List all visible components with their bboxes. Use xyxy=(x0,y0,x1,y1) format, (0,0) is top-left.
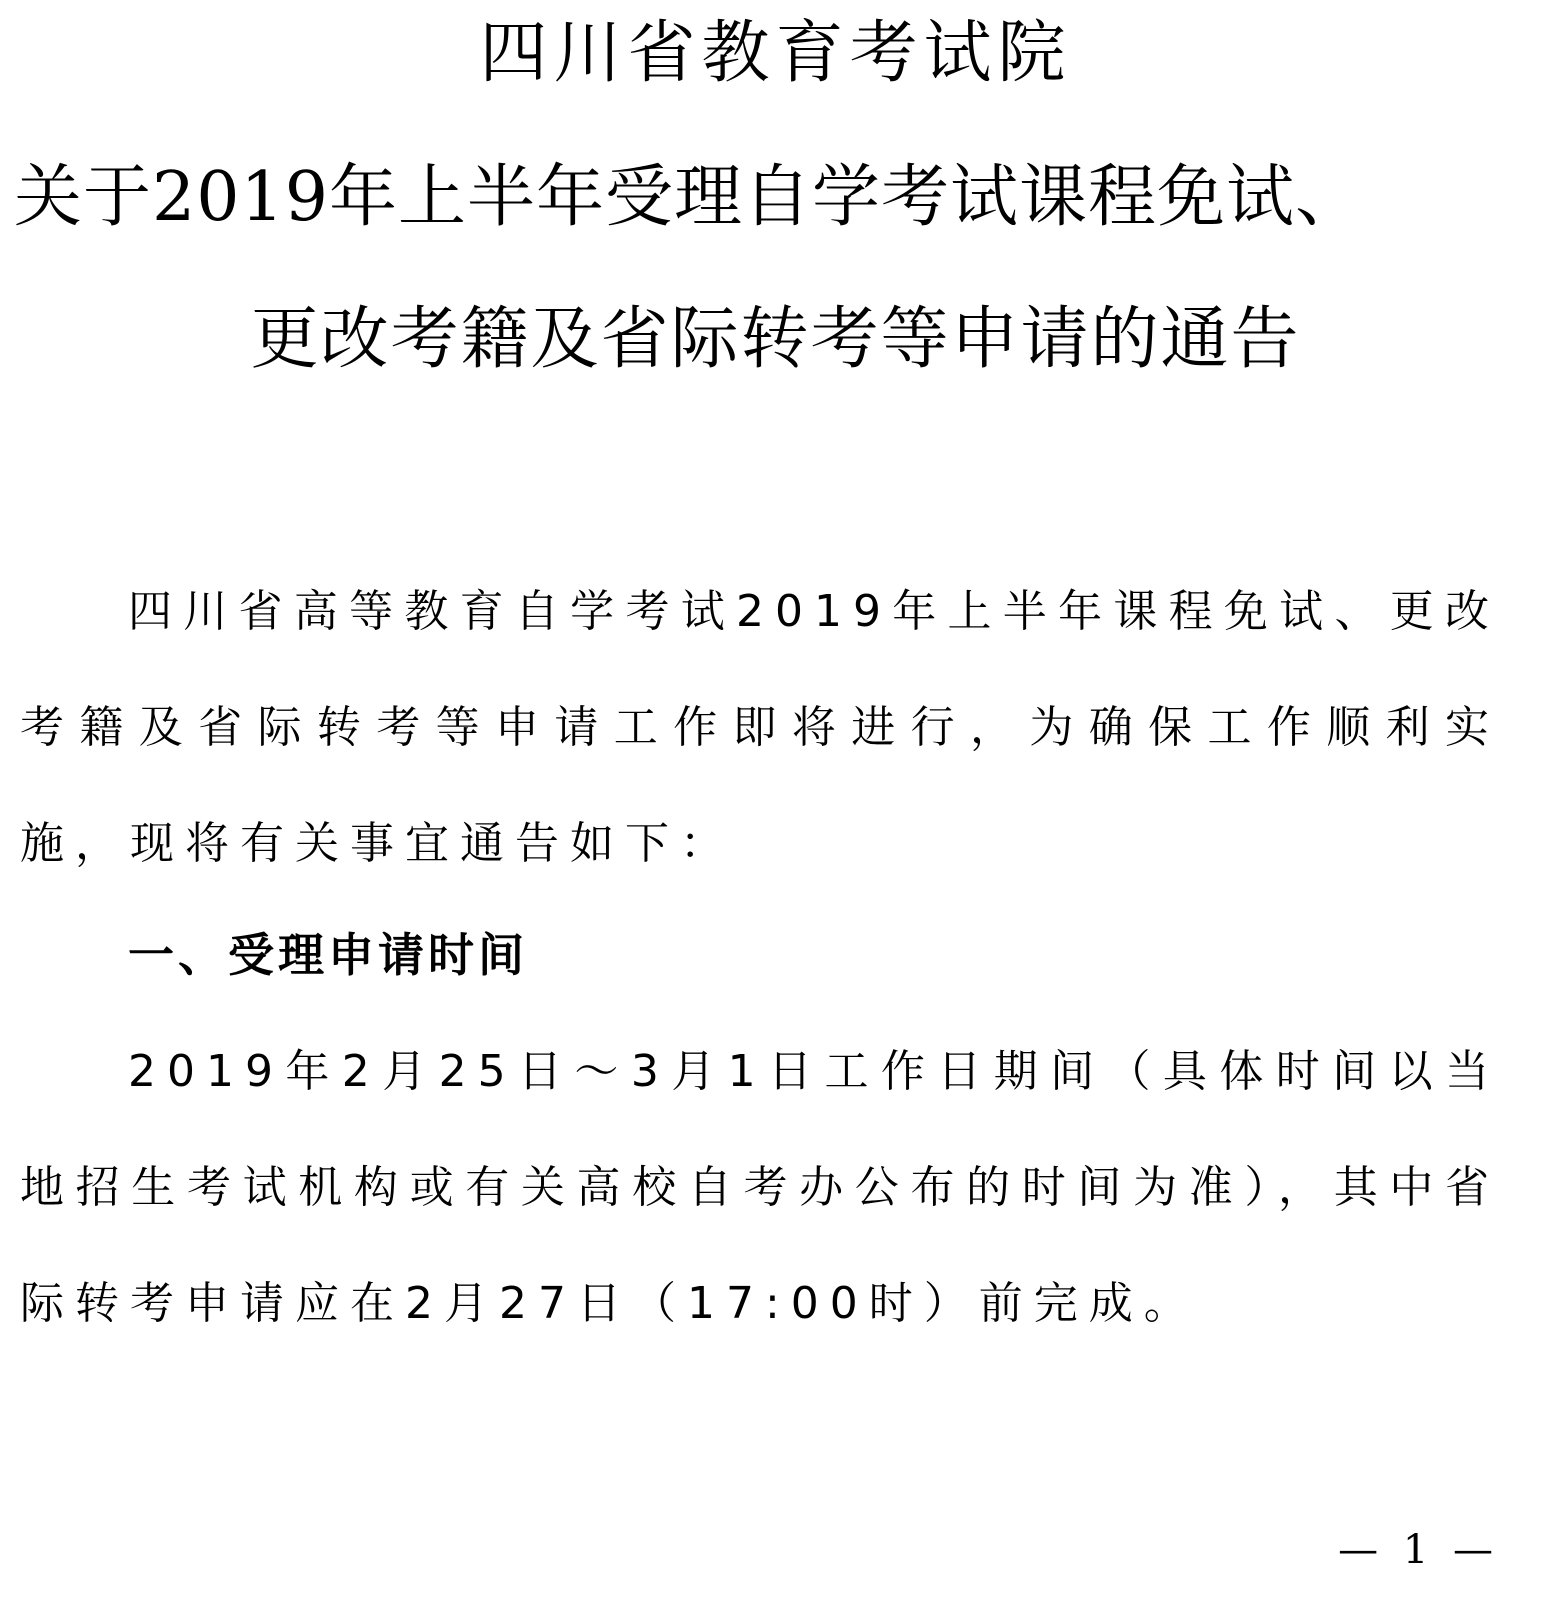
title-line-3: 更改考籍及省际转考等申请的通告 xyxy=(250,300,1301,379)
page-number: — 1 — xyxy=(1338,1527,1499,1573)
section-body: 2019年2月25日～3月1日工作日期间（具体时间以当地招生考试机构或有关高校自考办公布的时间为准），其中省际转考申请应在2月27日（17:00时）前完成。 xyxy=(20,1046,1500,1329)
title-line-1: 四川省教育考试院 xyxy=(479,14,1072,93)
section-heading: 一、受理申请时间 xyxy=(128,928,528,982)
title-line-2: 关于2019年上半年受理自学考试课程免试、 xyxy=(14,158,1365,237)
intro-paragraph: 四川省高等教育自学考试2019年上半年课程免试、更改考籍及省际转考等申请工作即将进行，为确保工作顺利实施，现将有关事宜通告如下： xyxy=(20,586,1500,869)
